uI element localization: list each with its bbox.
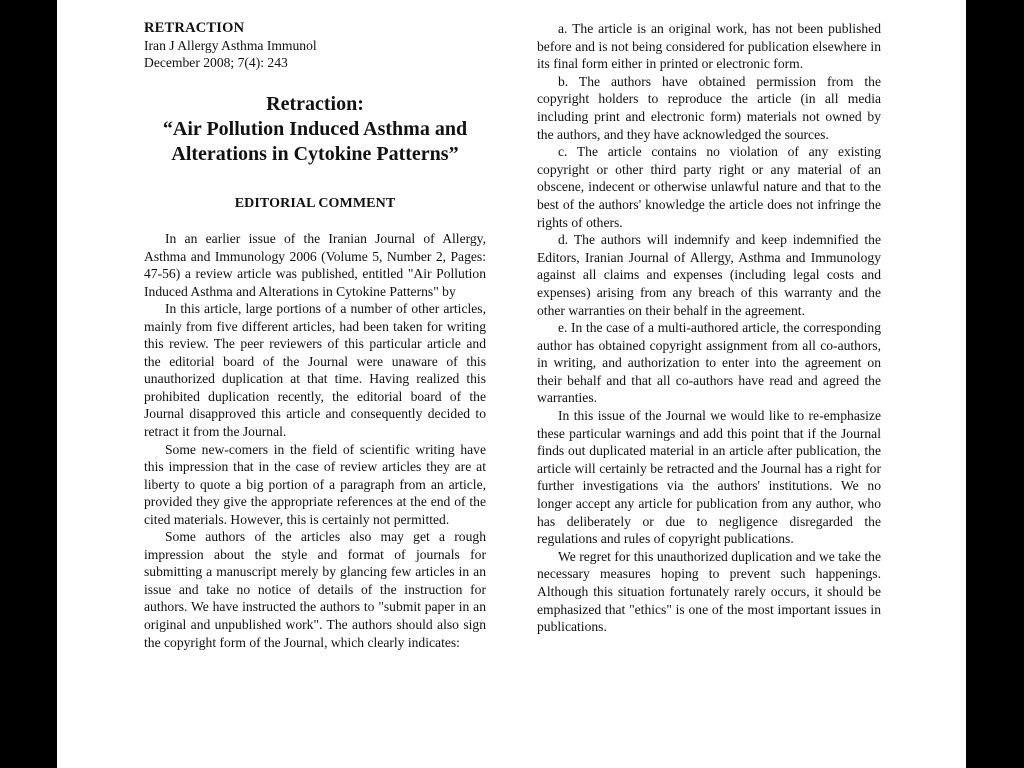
paragraph: In this issue of the Journal we would like to re-emphasize these particular warnings and add this point that if the Journal finds out duplicated material in an article after publication, the article will certainly be retracted and the Journal has a right for further investigations via the authors' institutions. We no longer accept any article for publication from any author, who has deliberately or due to negligence disregarded the regulations and rules of copyright publications.: [537, 408, 881, 547]
journal-issue: December 2008; 7(4): 243: [144, 55, 288, 70]
left-body: [144, 230, 486, 651]
paragraph: We regret for this unauthorized duplication and we take the necessary measures hoping to prevent such happenings. Although this situation fortunately rarely occurs, it should be emphasized that "ethics" is one of the most important issues in publications.: [537, 548, 881, 635]
paragraph: Some authors of the articles also may get a rough impression about the style and format of journals for submitting a manuscript merely by glancing few articles in an issue and take no notice of details of the instruction for authors. We have instructed the authors to "submit paper in an original and unpublished work". The authors should also sign the copyright form of the Journal, which clearly indicates:: [144, 529, 486, 650]
warranty-item-c: c. The article contains no violation of any existing copyright or other third party right or any material of an obscene, indecent or otherwise unlawful nature and that to the best of the authors' knowledge the article does not infringe the rights of others.: [537, 144, 881, 230]
left-column: [144, 20, 486, 651]
section-heading: EDITORIAL COMMENT: [234, 196, 396, 211]
warranty-item-d: d. The authors will indemnify and keep indemnified the Editors, Iranian Journal of Allergy, Asthma and Immunology against all claims and expenses (including legal costs and expenses) arising from any breach of this warranty and the other warranties on their behalf in the agreement.: [537, 232, 881, 318]
title-line-2: “Air Pollution Induced Asthma and: [162, 118, 468, 140]
right-column: [537, 20, 881, 636]
article-title: [144, 92, 486, 167]
title-line-3: Alterations in Cytokine Patterns”: [171, 143, 459, 165]
journal-header: [144, 20, 486, 71]
document-page: [57, 0, 966, 768]
paragraph: In this article, large portions of a number of other articles, mainly from five different articles, had been taken for writing this review. The peer reviewers of this particular article and the editorial board of the Journal were unaware of this unauthorized duplication at that time. Having realized this prohibited duplication recently, the editorial board of the Journal disapproved this article and consequently decided to retract it from the Journal.: [144, 301, 486, 440]
paragraph: In an earlier issue of the Iranian Journal of Allergy, Asthma and Immunology 2006 (Volume 5, Number 2, Pages: 47-56) a review article was published, entitled "Air Pollution Induced Asthma and Alterations in Cytokine Patterns" by: [144, 231, 486, 299]
journal-name: Iran J Allergy Asthma Immunol: [144, 38, 317, 53]
paragraph: Some new-comers in the field of scientific writing have this impression that in the case of review articles they are at liberty to quote a big portion of a paragraph from an article, provided they give the appropriate references at the end of the cited materials. However, this is certainly not permitted.: [144, 441, 486, 527]
title-line-1: Retraction:: [266, 93, 364, 115]
retraction-label: RETRACTION: [144, 20, 245, 36]
warranty-item-b: b. The authors have obtained permission from the copyright holders to reproduce the article (in all media including print and electronic form) materials not owned by the authors, and they have acknowledged the sources.: [537, 73, 881, 142]
warranty-item-a: a. The article is an original work, has not been published before and is not being considered for publication elsewhere in its final form either in printed or electronic form.: [537, 21, 881, 72]
warranty-item-e: e. In the case of a multi-authored article, the corresponding author has obtained copyright assignment from all co-authors, in writing, and authorization to enter into the agreement on their behalf and that all co-authors have read and agreed the warranties.: [537, 320, 881, 406]
